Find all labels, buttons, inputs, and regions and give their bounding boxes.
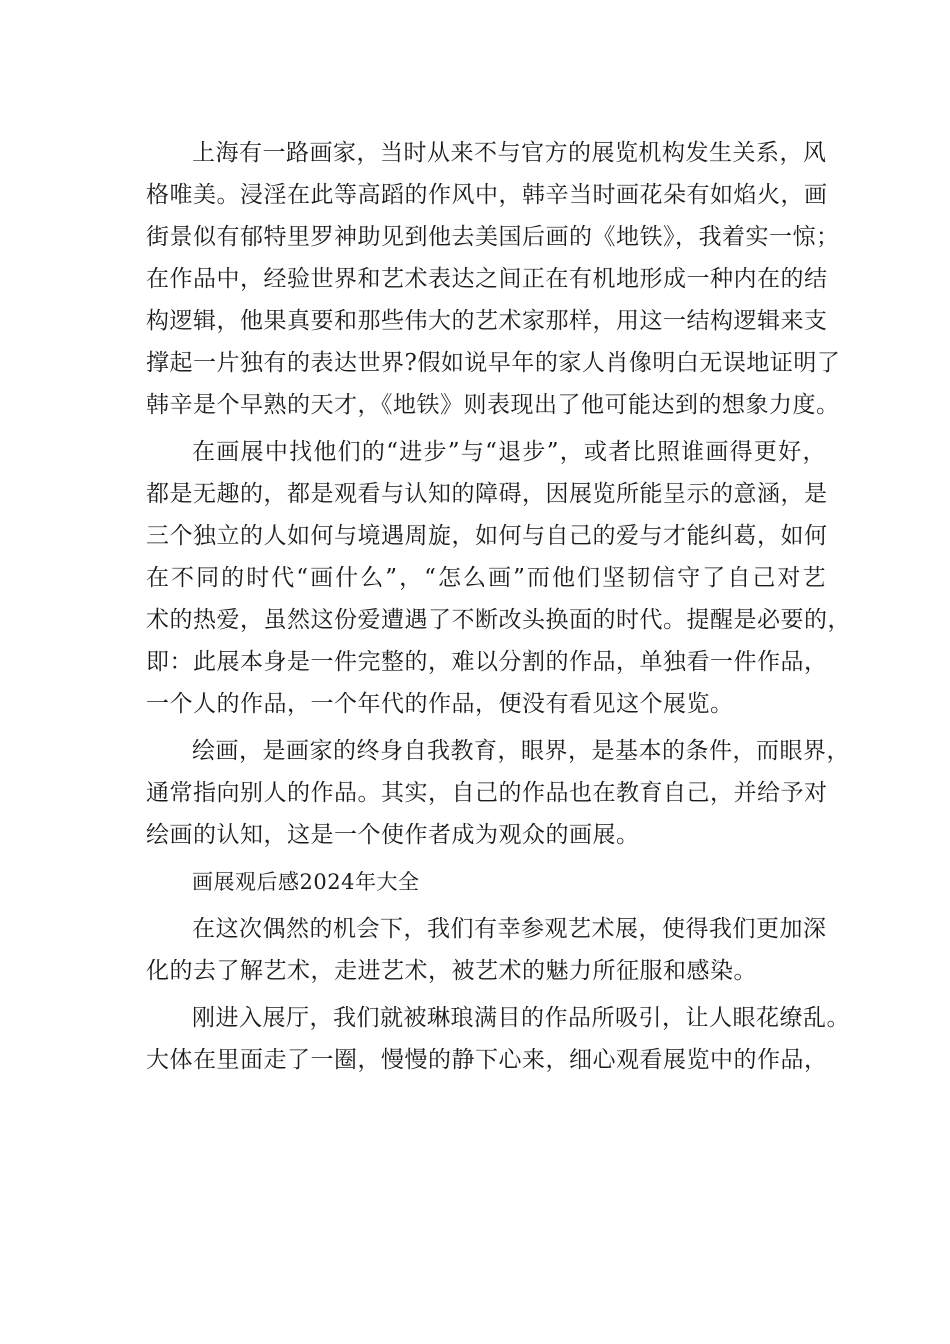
text-line: 韩辛是个早熟的天才，《地铁》则表现出了他可能达到的想象力度。 bbox=[146, 392, 840, 418]
paragraph-6 bbox=[146, 997, 850, 1081]
text-line: 上海有一路画家，当时从来不与官方的展览机构发生关系，风 bbox=[192, 140, 827, 166]
text-line: 刚进入展厅，我们就被琳琅满目的作品所吸引，让人眼花缭乱。 bbox=[192, 1005, 850, 1031]
text-line: 在不同的时代“画什么”，“怎么画”而他们坚韧信守了自己对艺 bbox=[146, 565, 826, 591]
text-line: 格唯美。浸淫在此等高蹈的作风中，韩辛当时画花朵有如焰火，画 bbox=[146, 182, 828, 208]
text-line: 街景似有郁特里罗神助见到他去美国后画的《地铁》，我着实一惊； bbox=[146, 224, 840, 250]
text-line: 三个独立的人如何与境遇周旋，如何与自己的爱与才能纠葛，如何 bbox=[146, 523, 828, 549]
text-line: 化的去了解艺术，走进艺术，被艺术的魅力所征服和感染。 bbox=[146, 958, 757, 984]
text-line: 即：此展本身是一件完整的，难以分割的作品，单独看一件作品， bbox=[146, 649, 828, 675]
text-line: 大体在里面走了一圈，慢慢的静下心来，细心观看展览中的作品， bbox=[146, 1047, 828, 1073]
text-line: 在作品中，经验世界和艺术表达之间正在有机地形成一种内在的结 bbox=[146, 266, 828, 292]
text-line: 在画展中找他们的“进步”与“退步”，或者比照谁画得更好， bbox=[192, 439, 826, 465]
text-line: 术的热爱，虽然这份爱遭遇了不断改头换面的时代。提醒是必要的， bbox=[146, 607, 851, 633]
text-line: 绘画，是画家的终身自我教育，眼界，是基本的条件，而眼界， bbox=[192, 738, 850, 764]
heading-text: 画展观后感2024年大全 bbox=[192, 870, 420, 894]
paragraph-1 bbox=[146, 132, 841, 426]
text-line: 一个人的作品，一个年代的作品，便没有看见这个展览。 bbox=[146, 691, 734, 717]
paragraph-5 bbox=[146, 908, 826, 992]
text-line: 通常指向别人的作品。其实，自己的作品也在教育自己，并给予对 bbox=[146, 780, 828, 806]
text-line: 都是无趣的，都是观看与认知的障碍，因展览所能呈示的意涵，是 bbox=[146, 481, 828, 507]
text-line: 撑起一片独有的表达世界?假如说早年的家人肖像明白无误地证明了 bbox=[146, 350, 841, 376]
text-line: 构逻辑，他果真要和那些伟大的艺术家那样，用这一结构逻辑来支 bbox=[146, 308, 828, 334]
text-line: 在这次偶然的机会下，我们有幸参观艺术展，使得我们更加深 bbox=[192, 916, 827, 942]
paragraph-3 bbox=[146, 730, 850, 856]
document-body bbox=[146, 132, 851, 1081]
text-line: 绘画的认知，这是一个使作者成为观众的画展。 bbox=[146, 822, 640, 848]
section-heading bbox=[146, 861, 826, 903]
paragraph-2 bbox=[146, 431, 851, 725]
